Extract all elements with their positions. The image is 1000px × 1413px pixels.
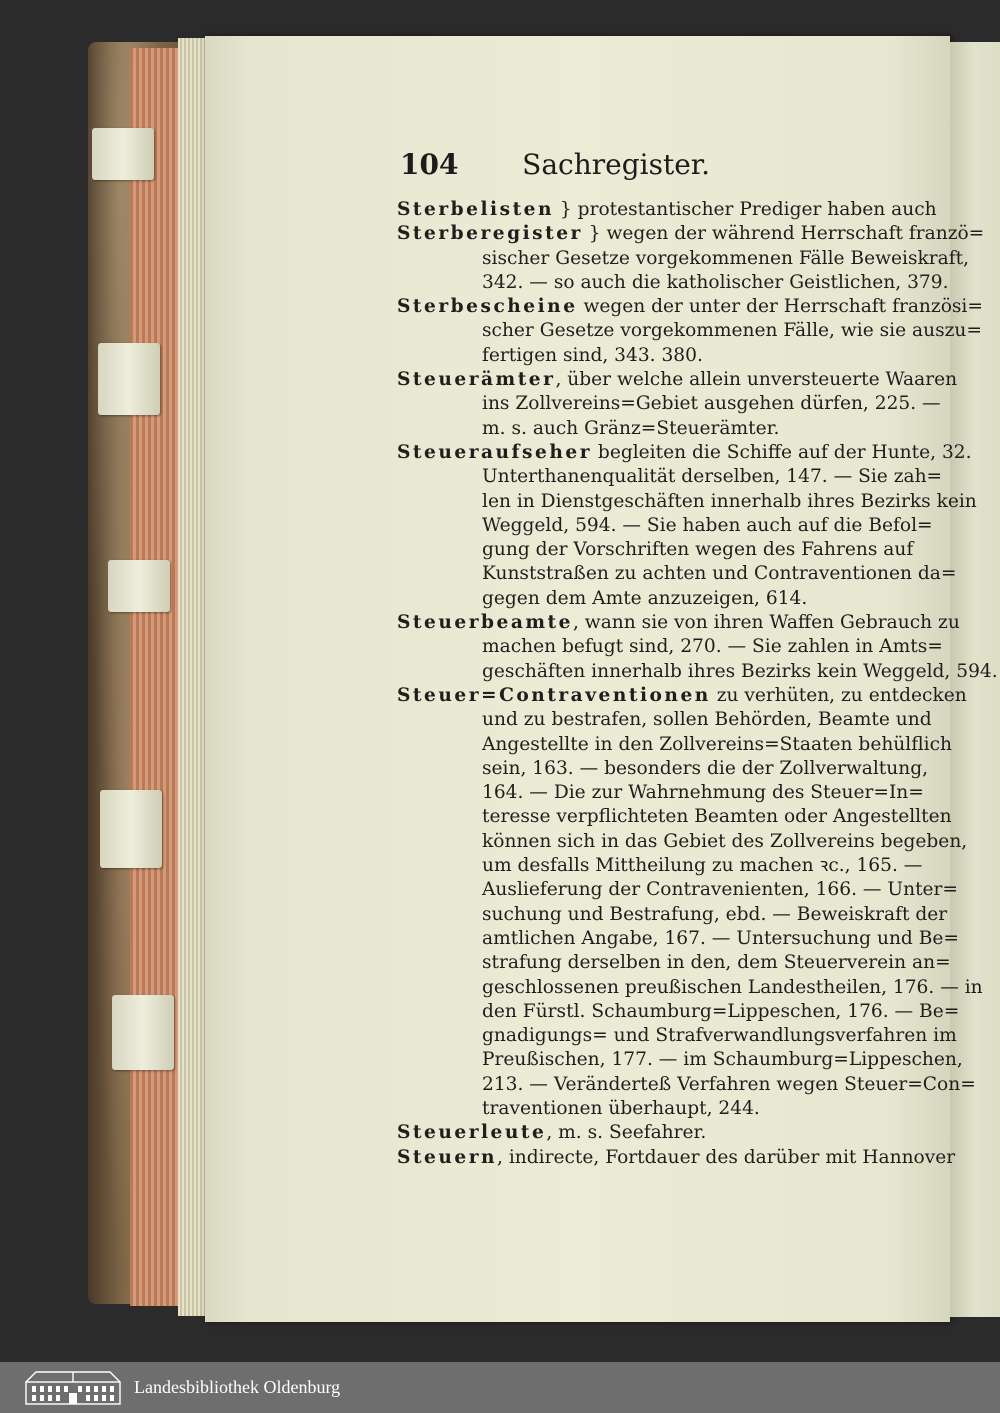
entry-continuation-line: scher Gesetze vorgekommenen Fälle, wie sie auszu= bbox=[482, 320, 982, 342]
entry-headline bbox=[397, 222, 985, 246]
entry-continuation-line: traventionen überhaupt, 244. bbox=[482, 1097, 760, 1119]
entry-headline bbox=[397, 198, 937, 222]
entry-continuation-line: len in Dienstgeschäften innerhalb ihres Bezirks kein bbox=[482, 490, 977, 512]
entry-keyword: Sterbescheine bbox=[397, 296, 578, 318]
entry-continuation-line: können sich in das Gebiet des Zollvereins begeben, bbox=[482, 830, 968, 852]
entry-keyword: Steueraufseher bbox=[397, 441, 592, 463]
entry-text: , indirecte, Fortdauer des darüber mit Hannover bbox=[497, 1146, 956, 1168]
index-entry bbox=[397, 441, 977, 611]
entry-continuation-line: gung der Vorschriften wegen des Fahrens auf bbox=[482, 539, 914, 561]
entry-headline bbox=[397, 1121, 891, 1145]
thumb-tab bbox=[92, 128, 154, 180]
entry-text: , m. s. Seefahrer. bbox=[546, 1122, 707, 1144]
entry-continuation-line: suchung und Bestrafung, ebd. — Beweiskraft der bbox=[482, 903, 948, 925]
thumb-tab bbox=[100, 790, 162, 868]
index-entry bbox=[397, 611, 998, 684]
entry-continuation-line: geschlossenen preußischen Landestheilen, 176. — in bbox=[482, 976, 983, 998]
entry-continuation-line: teresse verpflichteten Beamten oder Angestellten bbox=[482, 806, 952, 828]
entry-keyword: Sterbelisten bbox=[397, 199, 555, 220]
entry-continuation-line: gnadigungs= und Strafverwandlungsverfahren im bbox=[482, 1025, 957, 1047]
index-entry bbox=[397, 1121, 891, 1145]
entry-continuation-line: Kunststraßen zu achten und Contraventionen da= bbox=[482, 563, 957, 585]
entry-continuation-line: Preußischen, 177. — im Schaumburg=Lippeschen, bbox=[482, 1049, 963, 1071]
entry-text: } protestantischer Prediger haben auch bbox=[554, 199, 937, 220]
entry-continuation-line: und zu bestrafen, sollen Behörden, Beamte und bbox=[482, 709, 932, 731]
entry-text: wegen der unter der Herrschaft französi= bbox=[577, 296, 983, 318]
running-title: Sachregister. bbox=[522, 148, 710, 181]
thumb-tab bbox=[112, 995, 174, 1070]
entry-continuation-line: 213. — Veränderteß Verfahren wegen Steuer=Con= bbox=[482, 1073, 976, 1095]
entry-keyword: Steuerbeamte bbox=[397, 612, 573, 634]
entry-text: } wegen der während Herrschaft franzö= bbox=[582, 223, 985, 245]
entry-continuation-line: um desfalls Mittheilung zu machen ꝛc., 165. — bbox=[482, 855, 923, 877]
entry-headline bbox=[397, 684, 967, 708]
entry-headline bbox=[397, 441, 972, 465]
entry-continuation-line: ins Zollvereins=Gebiet ausgehen dürfen, 225. — bbox=[482, 393, 941, 415]
entry-continuation-line: amtlichen Angabe, 167. — Untersuchung und Be= bbox=[482, 927, 959, 949]
entry-continuation-line: machen befugt sind, 270. — Sie zahlen in Amts= bbox=[482, 636, 943, 658]
entry-keyword: Steuer=Contraventionen bbox=[397, 684, 711, 706]
entry-continuation-line: Weggeld, 594. — Sie haben auch auf die Befol= bbox=[482, 514, 933, 536]
entry-continuation-line: geschäften innerhalb ihres Bezirks kein Weggeld, 594. bbox=[482, 660, 998, 682]
page-edges bbox=[178, 38, 208, 1316]
thumb-tab bbox=[98, 343, 160, 415]
entry-headline bbox=[397, 1146, 956, 1170]
index-text bbox=[397, 198, 998, 1170]
entry-continuation-line: 342. — so auch die katholischer Geistlichen, 379. bbox=[482, 271, 949, 293]
index-entry bbox=[397, 1146, 956, 1170]
entry-continuation-line: m. s. auch Gränz=Steuerämter. bbox=[482, 417, 780, 439]
entry-headline bbox=[397, 611, 960, 635]
footer-bar bbox=[0, 1362, 1000, 1413]
entry-continuation-line: fertigen sind, 343. 380. bbox=[482, 344, 703, 366]
entry-text: zu verhüten, zu entdecken bbox=[710, 684, 967, 706]
index-entry bbox=[397, 684, 983, 1121]
page-header bbox=[400, 148, 710, 188]
entry-text: begleiten die Schiffe auf der Hunte, 32. bbox=[592, 441, 972, 463]
library-building-icon bbox=[24, 1368, 122, 1406]
entry-continuation-line: Unterthanenqualität derselben, 147. — Sie zah= bbox=[482, 466, 943, 488]
index-entry bbox=[397, 198, 985, 295]
entry-keyword: Sterberegister bbox=[397, 223, 583, 245]
entry-continuation-line: sein, 163. — besonders die der Zollverwaltung, bbox=[482, 757, 929, 779]
entry-keyword: Steuerleute bbox=[397, 1122, 547, 1144]
page-number: 104 bbox=[400, 148, 459, 181]
entry-headline bbox=[397, 295, 983, 319]
entry-continuation-line: Angestellte in den Zollvereins=Staaten behülflich bbox=[482, 733, 952, 755]
entry-text: , wann sie von ihren Waffen Gebrauch zu bbox=[572, 612, 960, 634]
entry-headline bbox=[397, 368, 958, 392]
index-entry bbox=[397, 368, 958, 441]
library-name: Landesbibliothek Oldenburg bbox=[134, 1377, 341, 1397]
entry-continuation-line: 164. — Die zur Wahrnehmung des Steuer=In= bbox=[482, 782, 924, 804]
entry-continuation-line: den Fürstl. Schaumburg=Lippeschen, 176. — Be= bbox=[482, 1000, 960, 1022]
entry-continuation-line: strafung derselben in den, dem Steuerverein an= bbox=[482, 952, 951, 974]
entry-continuation-line: sischer Gesetze vorgekommenen Fälle Beweiskraft, bbox=[482, 247, 970, 269]
entry-continuation-line: gegen dem Amte anzuzeigen, 614. bbox=[482, 587, 808, 609]
index-entry bbox=[397, 295, 983, 368]
entry-continuation-line: Auslieferung der Contravenienten, 166. — Unter= bbox=[482, 879, 959, 901]
entry-keyword: Steuerämter bbox=[397, 369, 556, 391]
entry-text: , über welche allein unversteuerte Waaren bbox=[555, 369, 958, 391]
entry-keyword: Steuern bbox=[397, 1146, 498, 1168]
thumb-tab bbox=[108, 560, 170, 612]
